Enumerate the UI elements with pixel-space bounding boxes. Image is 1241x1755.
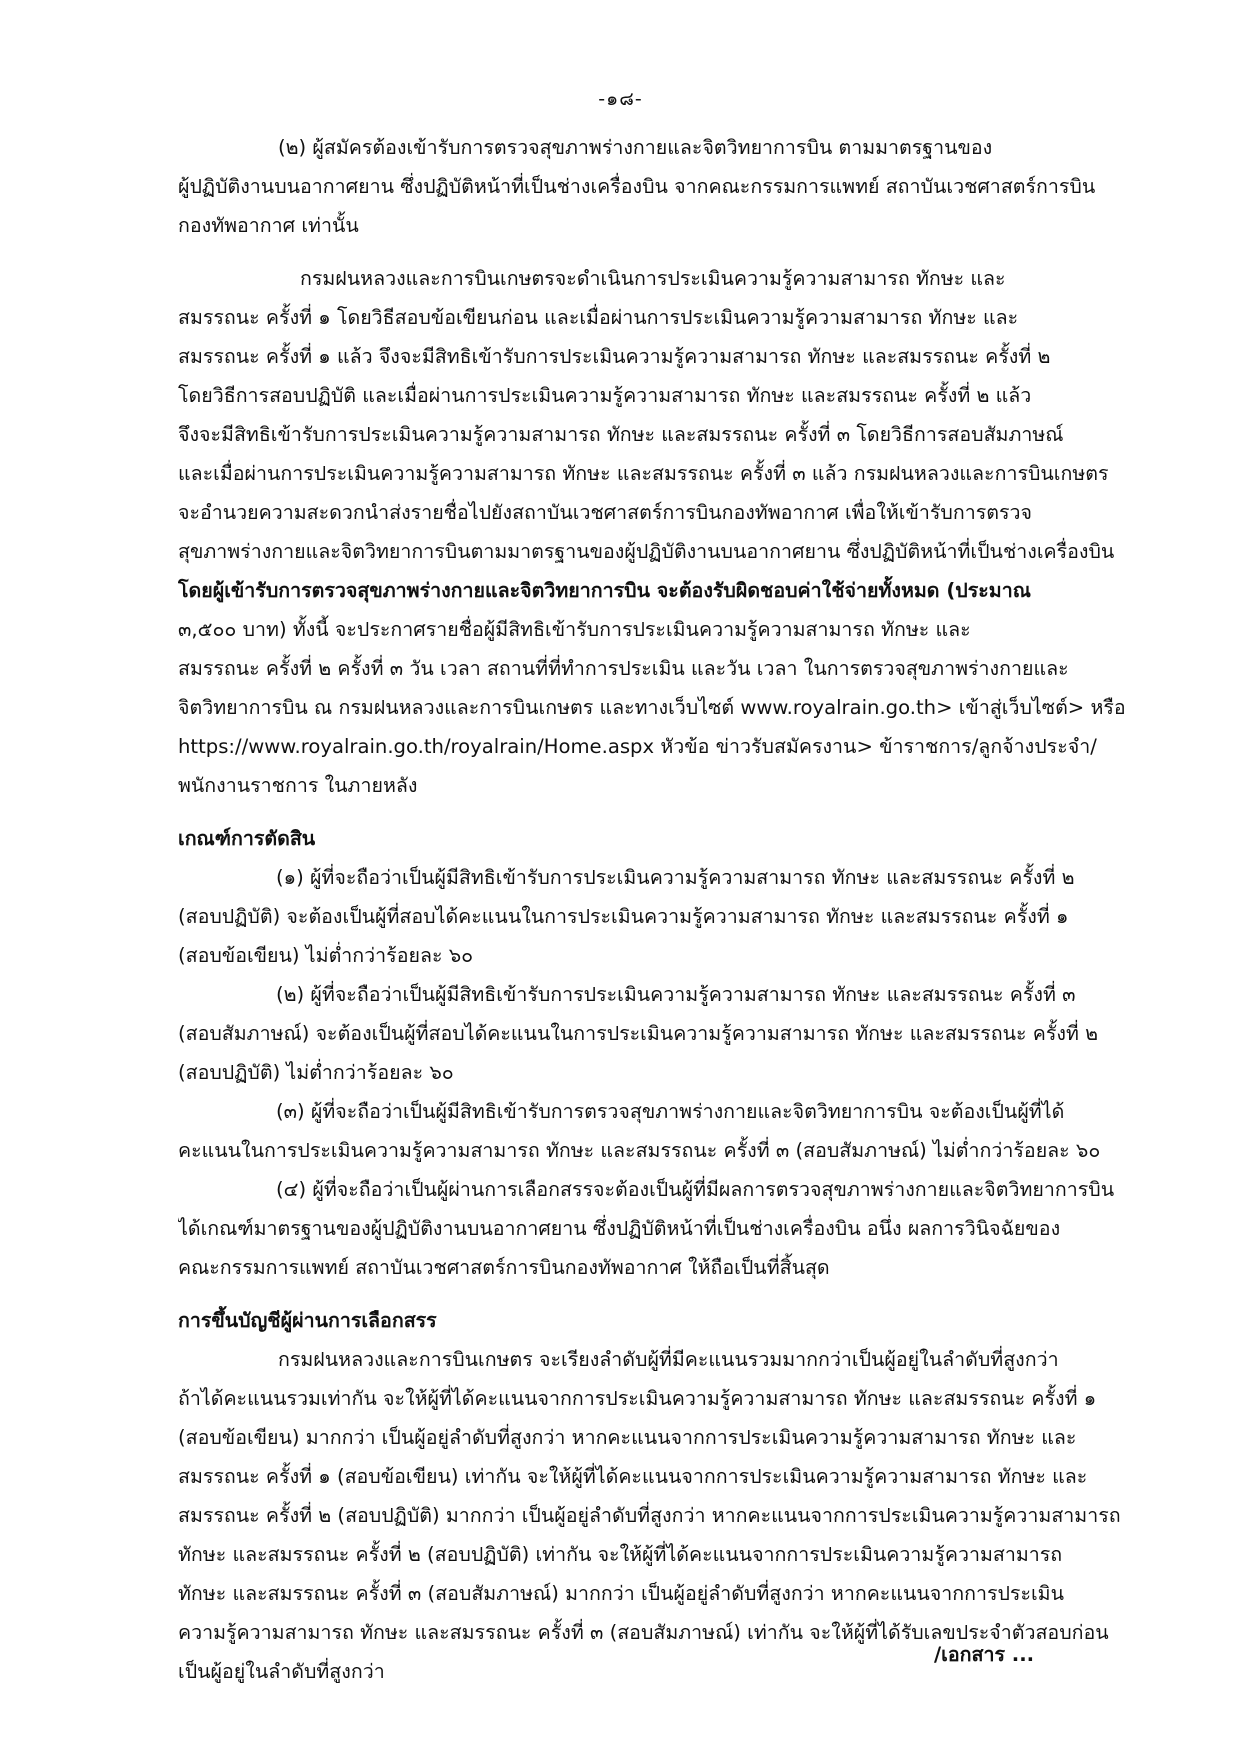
paragraph-line: ๓,๕๐๐ บาท) ทั้งนี้ จะประกาศรายชื่อผู้มีสิทธิเข้ารับการประเมินความรู้ความสามารถ ทักษะ และ	[178, 618, 971, 641]
paragraph-line: และเมื่อผ่านการประเมินความรู้ความสามารถ ทักษะ และสมรรถนะ ครั้งที่ ๓ แล้ว กรมฝนหลวงและการบินเกษตร	[178, 462, 1109, 485]
page-number: -๑๘-	[598, 88, 643, 110]
paragraph-line-bold: โดยผู้เข้ารับการตรวจสุขภาพร่างกายและจิตวิทยาการบิน จะต้องรับผิดชอบค่าใช้จ่ายทั้งหมด (ประมาณ	[178, 579, 1031, 602]
paragraph-line: จะอำนวยความสะดวกนำส่งรายชื่อไปยังสถาบันเวชศาสตร์การบินกองทัพอากาศ เพื่อให้เข้ารับการตรวจ	[178, 501, 1032, 524]
paragraph-line: สมรรถนะ ครั้งที่ ๒ ครั้งที่ ๓ วัน เวลา สถานที่ที่ทำการประเมิน และวัน เวลา ในการตรวจสุขภาพร่างกายและ	[178, 657, 1069, 680]
ranking-line: ทักษะ และสมรรถนะ ครั้งที่ ๒ (สอบปฏิบัติ) เท่ากัน จะให้ผู้ที่ได้คะแนนจากการประเมินความรู้ความสามารถ	[178, 1543, 1063, 1566]
ranking-line: ถ้าได้คะแนนรวมเท่ากัน จะให้ผู้ที่ได้คะแนนจากการประเมินความรู้ความสามารถ ทักษะ และสมรรถนะ ครั้งที่ ๑	[178, 1387, 1097, 1410]
paragraph-line: โดยวิธีการสอบปฏิบัติ และเมื่อผ่านการประเมินความรู้ความสามารถ ทักษะ และสมรรถนะ ครั้งที่ ๒ แล้ว	[178, 384, 1032, 407]
criteria-line: คณะกรรมการแพทย์ สถาบันเวชศาสตร์การบินกองทัพอากาศ ให้ถือเป็นที่สิ้นสุด	[178, 1256, 830, 1279]
paragraph-line: จิตวิทยาการบิน ณ กรมฝนหลวงและการบินเกษตร และทางเว็บไซต์ www.royalrain.go.th> เข้าสู่เว็บไซต์> หรือ	[178, 696, 1126, 719]
criteria-line: (๓) ผู้ที่จะถือว่าเป็นผู้มีสิทธิเข้ารับการตรวจสุขภาพร่างกายและจิตวิทยาการบิน จะต้องเป็นผู้ที่ได้	[276, 1100, 1065, 1123]
paragraph-line: กองทัพอากาศ เท่านั้น	[178, 214, 359, 237]
ranking-line: สมรรถนะ ครั้งที่ ๒ (สอบปฏิบัติ) มากกว่า เป็นผู้อยู่ลำดับที่สูงกว่า หากคะแนนจากการประเมินความรู้ความสามารถ	[178, 1504, 1121, 1527]
criteria-line: (๑) ผู้ที่จะถือว่าเป็นผู้มีสิทธิเข้ารับการประเมินความรู้ความสามารถ ทักษะ และสมรรถนะ ครั้งที่ ๒	[276, 866, 1075, 889]
ranking-line: กรมฝนหลวงและการบินเกษตร จะเรียงลำดับผู้ที่มีคะแนนรวมมากกว่าเป็นผู้อยู่ในลำดับที่สูงกว่า	[278, 1348, 1059, 1371]
section-heading-criteria: เกณฑ์การตัดสิน	[178, 827, 316, 850]
criteria-line: (๔) ผู้ที่จะถือว่าเป็นผู้ผ่านการเลือกสรรจะต้องเป็นผู้ที่มีผลการตรวจสุขภาพร่างกายและจิตวิทยาการบิน	[276, 1178, 1115, 1201]
ranking-line: ทักษะ และสมรรถนะ ครั้งที่ ๓ (สอบสัมภาษณ์) มากกว่า เป็นผู้อยู่ลำดับที่สูงกว่า หากคะแนนจากการประเมิน	[178, 1582, 1064, 1605]
ranking-line: เป็นผู้อยู่ในลำดับที่สูงกว่า	[178, 1660, 385, 1683]
criteria-line: ได้เกณฑ์มาตรฐานของผู้ปฏิบัติงานบนอากาศยาน ซึ่งปฏิบัติหน้าที่เป็นช่างเครื่องบิน อนึ่ง ผลการวินิจฉัยของ	[178, 1217, 1061, 1240]
ranking-line: ความรู้ความสามารถ ทักษะ และสมรรถนะ ครั้งที่ ๓ (สอบสัมภาษณ์) เท่ากัน จะให้ผู้ที่ได้รับเลขประจำตัวสอบก่อน	[178, 1621, 1109, 1644]
document-body	[178, 128, 1126, 1691]
section-heading-ranking: การขึ้นบัญชีผู้ผ่านการเลือกสรร	[178, 1309, 437, 1332]
criteria-line: คะแนนในการประเมินความรู้ความสามารถ ทักษะ และสมรรถนะ ครั้งที่ ๓ (สอบสัมภาษณ์) ไม่ต่ำกว่าร้อยละ ๖๐	[178, 1139, 1101, 1162]
paragraph-line: สุขภาพร่างกายและจิตวิทยาการบินตามมาตรฐานของผู้ปฏิบัติงานบนอากาศยาน ซึ่งปฏิบัติหน้าที่เป็นช่างเครื่องบิน	[178, 540, 1115, 563]
criteria-line: (สอบปฏิบัติ) ไม่ต่ำกว่าร้อยละ ๖๐	[178, 1061, 454, 1084]
criteria-line: (สอบสัมภาษณ์) จะต้องเป็นผู้ที่สอบได้คะแนนในการประเมินความรู้ความสามารถ ทักษะ และสมรรถนะ ครั้งที่ ๒	[178, 1022, 1099, 1045]
paragraph-line: พนักงานราชการ ในภายหลัง	[178, 774, 418, 797]
continuation-note: /เอกสาร ...	[934, 1643, 1035, 1666]
paragraph-line: https://www.royalrain.go.th/royalrain/Home.aspx หัวข้อ ข่าวรับสมัครงาน> ข้าราชการ/ลูกจ้างประจำ/	[178, 735, 1097, 758]
paragraph-line: สมรรถนะ ครั้งที่ ๑ โดยวิธีสอบข้อเขียนก่อน และเมื่อผ่านการประเมินความรู้ความสามารถ ทักษะ และ	[178, 306, 1019, 329]
ranking-line: (สอบข้อเขียน) มากกว่า เป็นผู้อยู่ลำดับที่สูงกว่า หากคะแนนจากการประเมินความรู้ความสามารถ ทักษะ และ	[178, 1426, 1077, 1449]
paragraph-line: กรมฝนหลวงและการบินเกษตรจะดำเนินการประเมินความรู้ความสามารถ ทักษะ และ	[300, 267, 1006, 290]
criteria-line: (สอบปฏิบัติ) จะต้องเป็นผู้ที่สอบได้คะแนนในการประเมินความรู้ความสามารถ ทักษะ และสมรรถนะ ครั้งที่ ๑	[178, 905, 1069, 928]
paragraph-line: (๒) ผู้สมัครต้องเข้ารับการตรวจสุขภาพร่างกายและจิตวิทยาการบิน ตามมาตรฐานของ	[278, 136, 993, 159]
paragraph-line: สมรรถนะ ครั้งที่ ๑ แล้ว จึงจะมีสิทธิเข้ารับการประเมินความรู้ความสามารถ ทักษะ และสมรรถนะ ครั้งที่ ๒	[178, 345, 1051, 368]
paragraph-line: จึงจะมีสิทธิเข้ารับการประเมินความรู้ความสามารถ ทักษะ และสมรรถนะ ครั้งที่ ๓ โดยวิธีการสอบสัมภาษณ์	[178, 423, 1064, 446]
criteria-line: (๒) ผู้ที่จะถือว่าเป็นผู้มีสิทธิเข้ารับการประเมินความรู้ความสามารถ ทักษะ และสมรรถนะ ครั้งที่ ๓	[276, 983, 1076, 1006]
paragraph-line: ผู้ปฏิบัติงานบนอากาศยาน ซึ่งปฏิบัติหน้าที่เป็นช่างเครื่องบิน จากคณะกรรมการแพทย์ สถาบันเวชศาสตร์การบิน	[178, 175, 1096, 198]
criteria-line: (สอบข้อเขียน) ไม่ต่ำกว่าร้อยละ ๖๐	[178, 944, 474, 967]
ranking-line: สมรรถนะ ครั้งที่ ๑ (สอบข้อเขียน) เท่ากัน จะให้ผู้ที่ได้คะแนนจากการประเมินความรู้ความสามารถ ทักษะ และ	[178, 1465, 1088, 1488]
